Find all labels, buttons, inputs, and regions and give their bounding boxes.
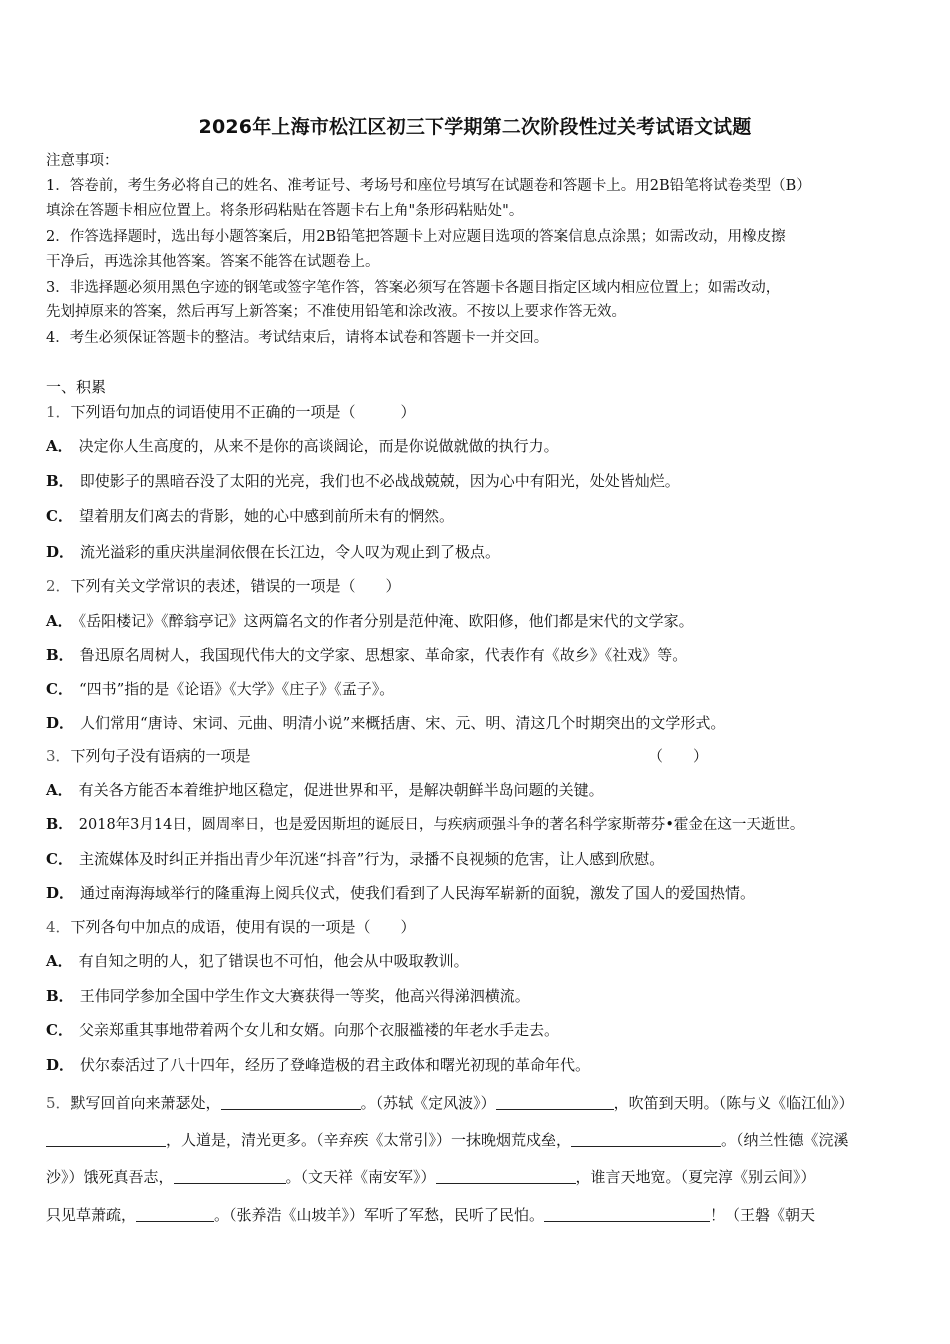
question-stem [46,577,401,595]
option-label: C． [46,850,73,868]
notice-line: 1．答卷前，考生务必将自己的姓名、准考证号、考场号和座位号填写在试题卷和答题卡上。用2B铅笔将试卷类型（B） [46,178,811,194]
option-text: 父亲郑重其事地带着两个女儿和女婿。向那个衣服褴褛的年老水手走去。 [78,1021,559,1039]
notice-line: 填涂在答题卡相应位置上。将条形码粘贴在答题卡右上角"条形码粘贴处"。 [46,203,524,219]
fill-in-line [46,1206,815,1224]
option [46,680,394,698]
option-label: A． [46,612,73,630]
option-text: 主流媒体及时纠正并指出青少年沉迷“抖音”行为，录播不良视频的危害，让人感到欣慰。 [78,850,665,868]
option-label: C． [46,507,73,525]
question-number: 3． [46,747,71,765]
fill-in-text: ，人道是，清光更多。（辛弃疾《太常引》）一抹晚烟荒戍垒， [166,1131,572,1149]
option [46,850,664,868]
notice-line: 干净后，再选涂其他答案。答案不能答在试题卷上。 [46,254,380,270]
question-stem [46,403,416,421]
option [46,816,804,834]
option-label: C． [46,680,73,698]
question-number: 5． [46,1094,71,1112]
answer-blank[interactable] [221,1095,361,1110]
fill-in-text: 只见草萧疏， [46,1206,137,1224]
option-label: D． [46,884,75,902]
option-text: 流光溢彩的重庆洪崖洞依偎在长江边，令人叹为观止到了极点。 [80,543,501,561]
option-label: A． [46,781,73,799]
page-title: 2026年上海市松江区初三下学期第二次阶段性过关考试语文试题 [198,116,752,138]
fill-in-text: ，吹笛到天明。（陈与义《临江仙》） [613,1094,854,1112]
section-heading: 一、积累 [46,378,107,396]
option [46,646,687,664]
fill-in-text: 默写回首向来萧瑟处， [70,1094,221,1112]
fill-in-text: 沙》）饿死真吾志， [46,1168,174,1186]
option-label: D． [46,543,75,561]
fill-in-text: ！（王磐《朝天 [710,1206,816,1224]
option [46,952,469,970]
fill-in-text: 。（纳兰性德《浣溪 [721,1131,849,1149]
fill-in-line [46,1094,854,1112]
answer-blank[interactable] [571,1132,721,1147]
option [46,714,725,732]
option-text: 有关各方能否本着维护地区稳定，促进世界和平，是解决朝鲜半岛问题的关键。 [78,781,604,799]
option-text: 有自知之明的人，犯了错误也不可怕，他会从中吸取教训。 [78,952,469,970]
option [46,472,680,490]
option-label: D． [46,714,75,732]
fill-in-line [46,1131,849,1149]
option [46,1021,559,1039]
notice-line: 4．考生必须保证答题卡的整洁。考试结束后，请将本试卷和答题卡一并交回。 [46,330,549,346]
question-number: 1． [46,403,71,421]
option-text: 望着朋友们离去的背影，她的心中感到前所未有的惘然。 [78,507,454,525]
answer-blank[interactable] [496,1095,614,1110]
option-label: B． [46,987,74,1005]
answer-blank[interactable] [174,1169,286,1184]
option-text: 即使影子的黑暗吞没了太阳的光亮，我们也不必战战兢兢，因为心中有阳光，处处皆灿烂。 [79,472,680,490]
answer-blank[interactable] [436,1169,576,1184]
question-stem [46,918,416,936]
option [46,543,500,561]
option [46,507,454,525]
notice-heading: 注意事项： [46,153,119,169]
question-text: 下列语句加点的词语使用不正确的一项是（ ） [70,403,416,421]
option-text: 人们常用“唐诗、宋词、元曲、明清小说”来概括唐、宋、元、明、清这几个时期突出的文学形式。 [80,714,726,732]
question-stem [46,747,251,765]
option-label: B． [46,646,74,664]
answer-paren: （ ） [648,747,709,765]
option-text: “四书”指的是《论语》《大学》《庄子》《孟子》。 [78,680,395,698]
fill-in-text: 。（苏轼《定风波》） [360,1094,496,1112]
option-text: 王伟同学参加全国中学生作文大赛获得一等奖，他高兴得涕泗横流。 [79,987,530,1005]
question-text: 下列有关文学常识的表述，错误的一项是（ ） [70,577,401,595]
option [46,437,559,455]
option-text: 鲁迅原名周树人，我国现代伟大的文学家、思想家、革命家，代表作有《故乡》《社戏》等。 [79,646,688,664]
option-text: 决定你人生高度的，从来不是你的高谈阔论，而是你说做就做的执行力。 [78,437,559,455]
option-label: B． [46,472,74,490]
option-label: B． [46,816,73,833]
option-text: 伏尔泰活过了八十四年，经历了登峰造极的君主政体和曙光初现的革命年代。 [80,1056,591,1074]
option [46,612,694,630]
question-number: 2． [46,577,71,595]
question-text: 下列各句中加点的成语，使用有误的一项是（ ） [70,918,416,936]
answer-blank[interactable] [136,1207,214,1222]
fill-in-text: 。（文天祥《南安军》） [285,1168,436,1186]
notice-line: 3．非选择题必须用黑色字迹的钢笔或签字笔作答，答案必须写在答题卡各题目指定区域内相应位置上；如需改动， [46,280,781,296]
option [46,1056,590,1074]
option-label: A． [46,437,73,455]
fill-in-text: ，谁言天地宽。（夏完淳《别云间》） [575,1168,816,1186]
answer-blank[interactable] [46,1132,166,1147]
option [46,781,604,799]
notice-line: 2．作答选择题时，选出每小题答案后，用2B铅笔把答题卡上对应题目选项的答案信息点涂黑；如需改动，用橡皮擦 [46,229,786,245]
option-label: A． [46,952,73,970]
notice-line: 先划掉原来的答案，然后再写上新答案；不准使用铅笔和涂改液。不按以上要求作答无效。 [46,304,626,320]
question-text: 下列句子没有语病的一项是 [70,747,251,765]
option [46,987,530,1005]
option-text: 通过南海海域举行的隆重海上阅兵仪式，使我们看到了人民海军崭新的面貌，激发了国人的爱国热情。 [80,884,756,902]
option [46,884,755,902]
option-text: 《岳阳楼记》《醉翁亭记》这两篇名文的作者分别是范仲淹、欧阳修，他们都是宋代的文学家。 [78,612,694,630]
fill-in-line [46,1168,816,1186]
option-text: 2018年3月14日，圆周率日，也是爱因斯坦的诞辰日，与疾病顽强斗争的著名科学家斯蒂芬•霍金在这一天逝世。 [78,817,805,833]
question-number: 4． [46,918,71,936]
option-label: D． [46,1056,75,1074]
fill-in-text: 。（张养浩《山坡羊》）军听了军愁，民听了民怕。 [214,1206,545,1224]
answer-blank[interactable] [544,1207,710,1222]
option-label: C． [46,1021,73,1039]
